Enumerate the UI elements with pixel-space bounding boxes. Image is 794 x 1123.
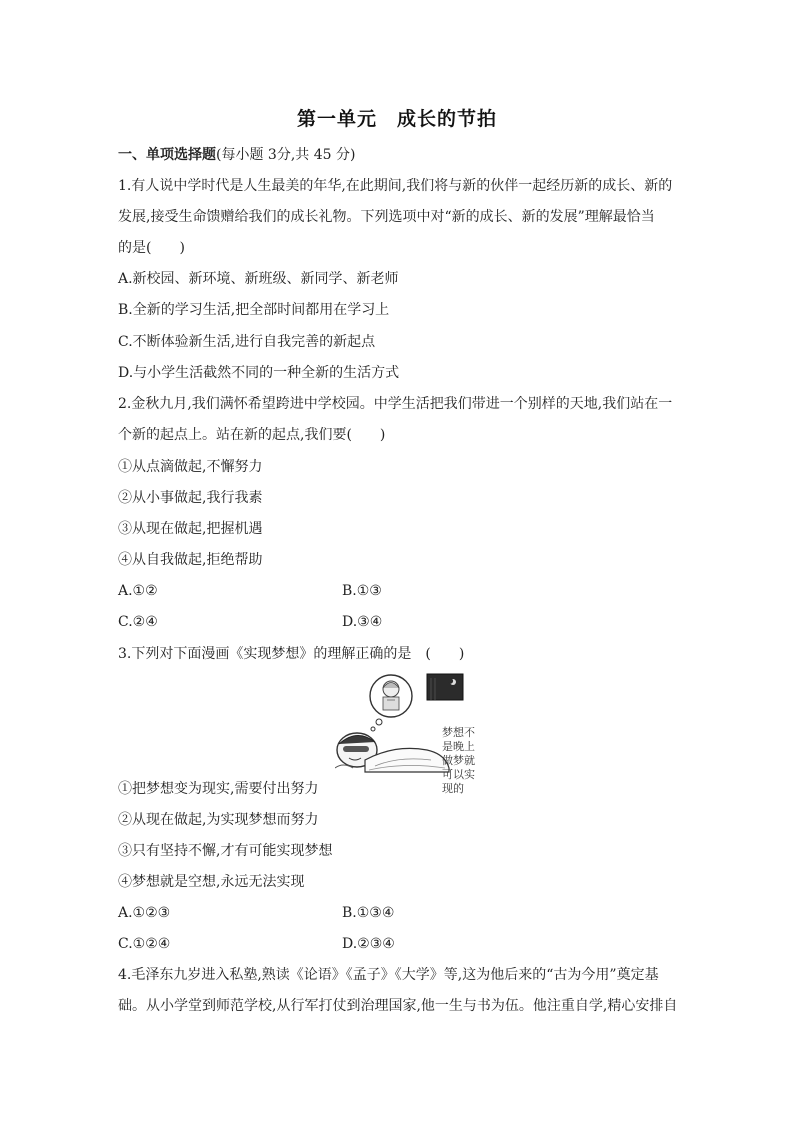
section-score-note: (每小题 3分,共 45 分) [216, 147, 356, 163]
unit-title: 第一单元 成长的节拍 [296, 108, 497, 130]
comic-caption: 梦想不是晚上做梦就可以实现的 [442, 726, 475, 795]
q3-option-c: C.①②④ [118, 936, 171, 952]
q1-option-a: A.新校园、新环境、新班级、新同学、新老师 [118, 271, 399, 287]
q1-option-c: C.不断体验新生活,进行自我完善的新起点 [118, 334, 376, 350]
q3-statement-3: ③只有坚持不懈,才有可能实现梦想 [118, 843, 333, 859]
section-heading [118, 146, 678, 164]
q2-statement-4: ④从自我做起,拒绝帮助 [118, 552, 263, 568]
q2-option-d: D.③④ [342, 614, 383, 630]
q4-stem-line-1: 4.毛泽东九岁进入私塾,熟读《论语》《孟子》《大学》等,这为他后来的“古为今用”奠定基 [118, 967, 659, 983]
q2-statement-1: ①从点滴做起,不懈努力 [118, 459, 263, 475]
q3-option-b: B.①③④ [342, 905, 395, 921]
q2-option-b: B.①③ [342, 583, 382, 599]
q2-option-a: A.①② [118, 583, 158, 599]
q2-statement-3: ③从现在做起,把握机遇 [118, 521, 263, 537]
q1-stem-line-2: 发展,接受生命馈赠给我们的成长礼物。下列选项中对“新的成长、新的发展”理解最恰当 [118, 209, 655, 225]
q2-option-c: C.②④ [118, 614, 158, 630]
section-heading-text: 一、单项选择题 [118, 147, 216, 163]
q3-statement-1: ①把梦想变为现实,需要付出努力 [118, 781, 319, 797]
q3-stem: 3.下列对下面漫画《实现梦想》的理解正确的是 ( ) [118, 646, 465, 662]
q4-stem-line-2: 础。从小学堂到师范学校,从行军打仗到治理国家,他一生与书为伍。他注重自学,精心安排自 [118, 998, 678, 1014]
q1-stem-line-3: 的是( ) [118, 240, 185, 256]
q2-stem-line-1: 2.金秋九月,我们满怀希望跨进中学校园。中学生活把我们带进一个别样的天地,我们站在一 [118, 396, 673, 412]
q1-stem-line-1: 1.有人说中学时代是人生最美的年华,在此期间,我们将与新的伙伴一起经历新的成长、新的 [118, 178, 673, 194]
q1-option-b: B.全新的学习生活,把全部时间都用在学习上 [118, 302, 390, 318]
q3-statement-4: ④梦想就是空想,永远无法实现 [118, 874, 305, 890]
q2-stem-line-2: 个新的起点上。站在新的起点,我们要( ) [118, 427, 386, 443]
q3-option-d: D.②③④ [342, 936, 395, 952]
q2-statement-2: ②从小事做起,我行我素 [118, 490, 263, 506]
q3-statement-2: ②从现在做起,为实现梦想而努力 [118, 812, 319, 828]
q3-option-a: A.①②③ [118, 905, 171, 921]
q1-option-d: D.与小学生活截然不同的一种全新的生活方式 [118, 365, 400, 381]
